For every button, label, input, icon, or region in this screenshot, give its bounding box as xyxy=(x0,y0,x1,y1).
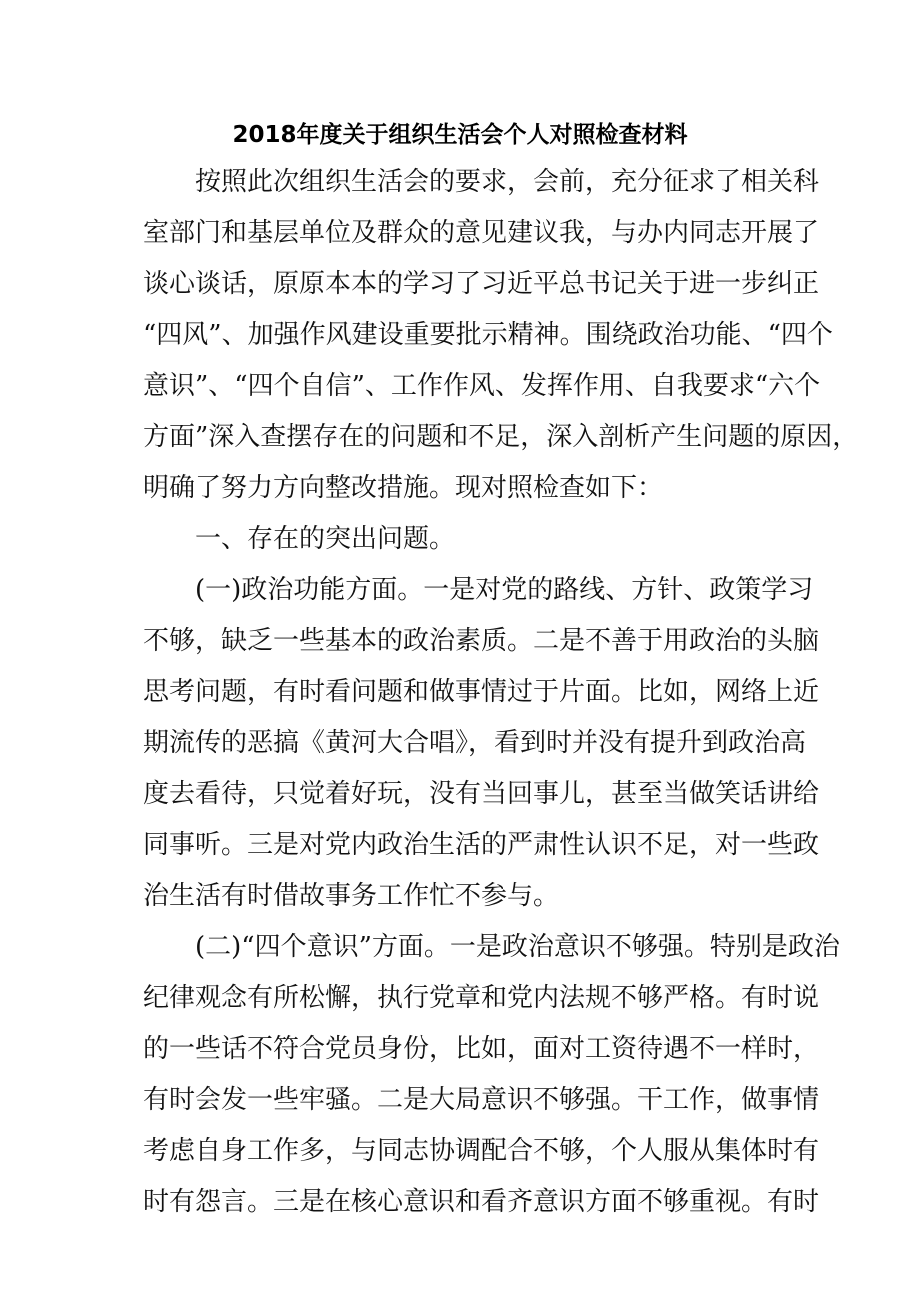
document-title: 2018年度关于组织生活会个人对照检查材料 xyxy=(232,122,688,148)
section-heading: 一、存在的突出问题。 xyxy=(143,524,456,554)
body-line: 按照此次组织生活会的要求，会前，充分征求了相关科 xyxy=(143,167,820,197)
body-line: 同事听。三是对党内政治生活的严肃性认识不足，对一些政 xyxy=(143,830,820,860)
body-line: 方面”深入查摆存在的问题和不足，深入剖析产生问题的原因， xyxy=(143,422,859,452)
body-line: 明确了努力方向整改措施。现对照检查如下： xyxy=(143,473,664,503)
body-line: 思考问题，有时看问题和做事情过于片面。比如，网络上近 xyxy=(143,677,820,707)
body-line: 不够，缺乏一些基本的政治素质。二是不善于用政治的头脑 xyxy=(143,626,820,656)
body-line: 度去看待，只觉着好玩，没有当回事儿，甚至当做笑话讲给 xyxy=(143,779,820,809)
body-line: 期流传的恶搞《黄河大合唱》，看到时并没有提升到政治高 xyxy=(143,728,807,758)
body-line: 的一些话不符合党员身份，比如，面对工资待遇不一样时， xyxy=(143,1034,820,1064)
body-line: 纪律观念有所松懈，执行党章和党内法规不够严格。有时说 xyxy=(143,983,820,1013)
body-line: (二)“四个意识”方面。一是政治意识不够强。特别是政治 xyxy=(143,932,840,962)
body-line: 谈心谈话，原原本本的学习了习近平总书记关于进一步纠正 xyxy=(143,269,820,299)
body-line: 治生活有时借故事务工作忙不参与。 xyxy=(143,881,560,911)
body-line: 室部门和基层单位及群众的意见建议我，与办内同志开展了 xyxy=(143,218,820,248)
body-line: 考虑自身工作多，与同志协调配合不够，个人服从集体时有 xyxy=(143,1136,820,1166)
body-line: “四风”、加强作风建设重要批示精神。围绕政治功能、“四个 xyxy=(143,320,833,350)
body-line: 有时会发一些牢骚。二是大局意识不够强。干工作，做事情 xyxy=(143,1085,820,1115)
body-line: 时有怨言。三是在核心意识和看齐意识方面不够重视。有时 xyxy=(143,1187,820,1217)
body-line: 意识”、“四个自信”、工作作风、发挥作用、自我要求“六个 xyxy=(143,371,821,401)
body-line: (一)政治功能方面。一是对党的路线、方针、政策学习 xyxy=(143,575,814,605)
